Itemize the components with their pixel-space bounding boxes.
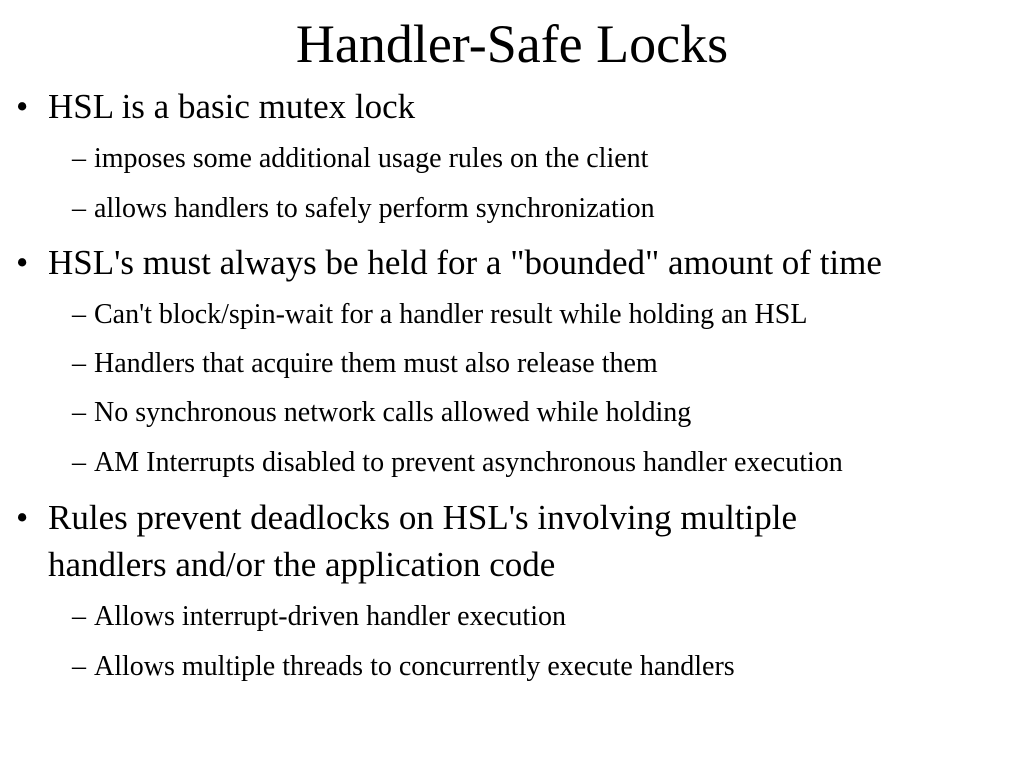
sub-bullet-marker: – xyxy=(72,348,86,379)
sub-bullet-text: Allows interrupt-driven handler execution xyxy=(94,601,566,632)
sub-bullet-marker: – xyxy=(72,193,86,224)
bullet-text: HSL is a basic mutex lock xyxy=(48,87,416,126)
sub-bullet-text: AM Interrupts disabled to prevent asynchronous handler execution xyxy=(94,447,843,478)
bullet-text-line-2: handlers and/or the application code xyxy=(48,545,556,584)
sub-bullet-text: imposes some additional usage rules on the client xyxy=(94,143,649,174)
sub-bullet-marker: – xyxy=(72,299,86,330)
sub-bullet-marker: – xyxy=(72,601,86,632)
sub-bullet-marker: – xyxy=(72,651,86,682)
sub-bullet-marker: – xyxy=(72,447,86,478)
sub-bullet-text: Allows multiple threads to concurrently execute handlers xyxy=(94,651,735,682)
sub-bullet-marker: – xyxy=(72,397,86,428)
bullet-text: HSL's must always be held for a "bounded" amount of time xyxy=(48,243,882,282)
sub-bullet-text: Can't block/spin-wait for a handler result while holding an HSL xyxy=(94,299,808,330)
sub-bullet-text: allows handlers to safely perform synchronization xyxy=(94,193,655,224)
bullet-marker: • xyxy=(16,87,29,126)
slide-title: Handler-Safe Locks xyxy=(295,14,729,74)
sub-bullet-marker: – xyxy=(72,143,86,174)
bullet-text-line-1: Rules prevent deadlocks on HSL's involving multiple xyxy=(48,498,797,537)
bullet-marker: • xyxy=(16,498,29,537)
bullet-marker: • xyxy=(16,243,29,282)
sub-bullet-text: No synchronous network calls allowed while holding xyxy=(94,397,692,428)
sub-bullet-text: Handlers that acquire them must also release them xyxy=(94,348,658,379)
